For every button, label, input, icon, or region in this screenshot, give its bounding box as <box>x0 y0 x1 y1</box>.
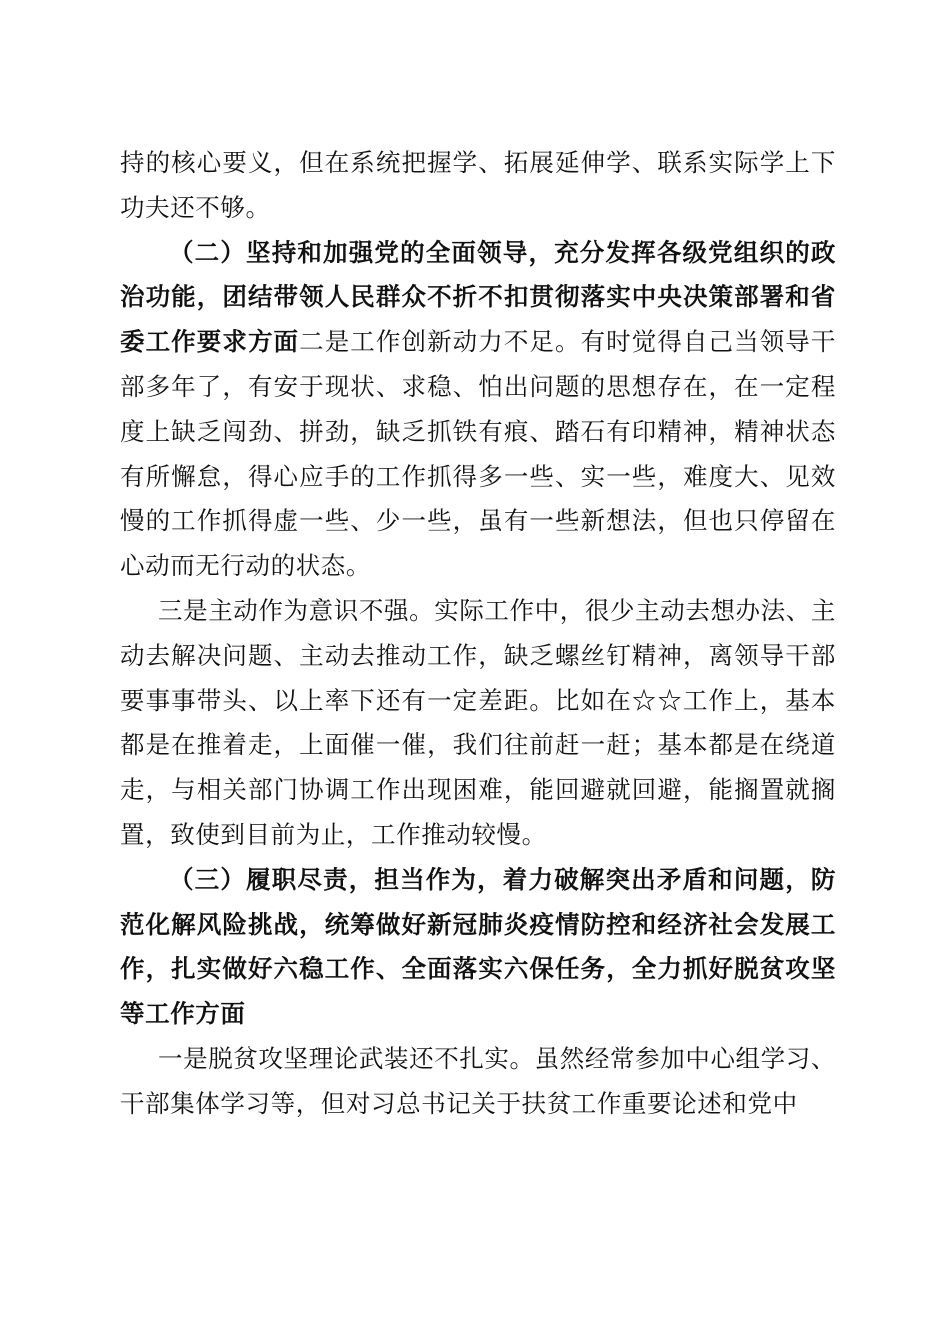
section-three-paragraph <box>120 858 836 1037</box>
paragraph-point-three <box>120 589 836 858</box>
document-body <box>120 141 836 1127</box>
paragraph-text: 二是工作创新动力不足。有时觉得自己当领导干部多年了，有安于现状、求稳、怕出问题的思想存在，在一定程度上缺乏闯劲、拼劲，缺乏抓铁有痕、踏石有印精神，精神状态有所懈怠，得心应手的工作抓得多一些、实一些，难度大、见效慢的工作抓得虚一些、少一些，虽有一些新想法，但也只停留在心动而无行动的状态。 <box>120 327 836 581</box>
section-two-paragraph <box>120 231 836 589</box>
section-heading-two: （二）坚持和加强党的全面领导，充分发挥各级党组织的政治功能，团结带领人民群众不折不扣贯彻落实中央决策部署和省委工作要求方面 <box>120 237 836 357</box>
paragraph-continuation <box>120 141 836 231</box>
paragraph-text: 三是主动作为意识不强。实际工作中，很少主动去想办法、主动去解决问题、主动去推动工作，缺乏螺丝钉精神，离领导干部要事事带头、以上率下还有一定差距。比如在☆☆工作上，基本都是在推着走，上面催一催，我们往前赶一赶；基本都是在绕道走，与相关部门协调工作出现困难，能回避就回避，能搁置就搁置，致使到目前为止，工作推动较慢。 <box>120 595 836 849</box>
paragraph-text: 一是脱贫攻坚理论武装还不扎实。虽然经常参加中心组学习、干部集体学习等，但对习总书记关于扶贫工作重要论述和党中 <box>120 1043 836 1118</box>
paragraph-point-one <box>120 1037 836 1127</box>
paragraph-text: 持的核心要义，但在系统把握学、拓展延伸学、联系实际学上下功夫还不够。 <box>120 148 836 222</box>
section-heading-three: （三）履职尽责，担当作为，着力破解突出矛盾和问题，防范化解风险挑战，统筹做好新冠肺炎疫情防控和经济社会发展工作，扎实做好六稳工作、全面落实六保任务，全力抓好脱贫攻坚等工作方面 <box>120 864 836 1029</box>
